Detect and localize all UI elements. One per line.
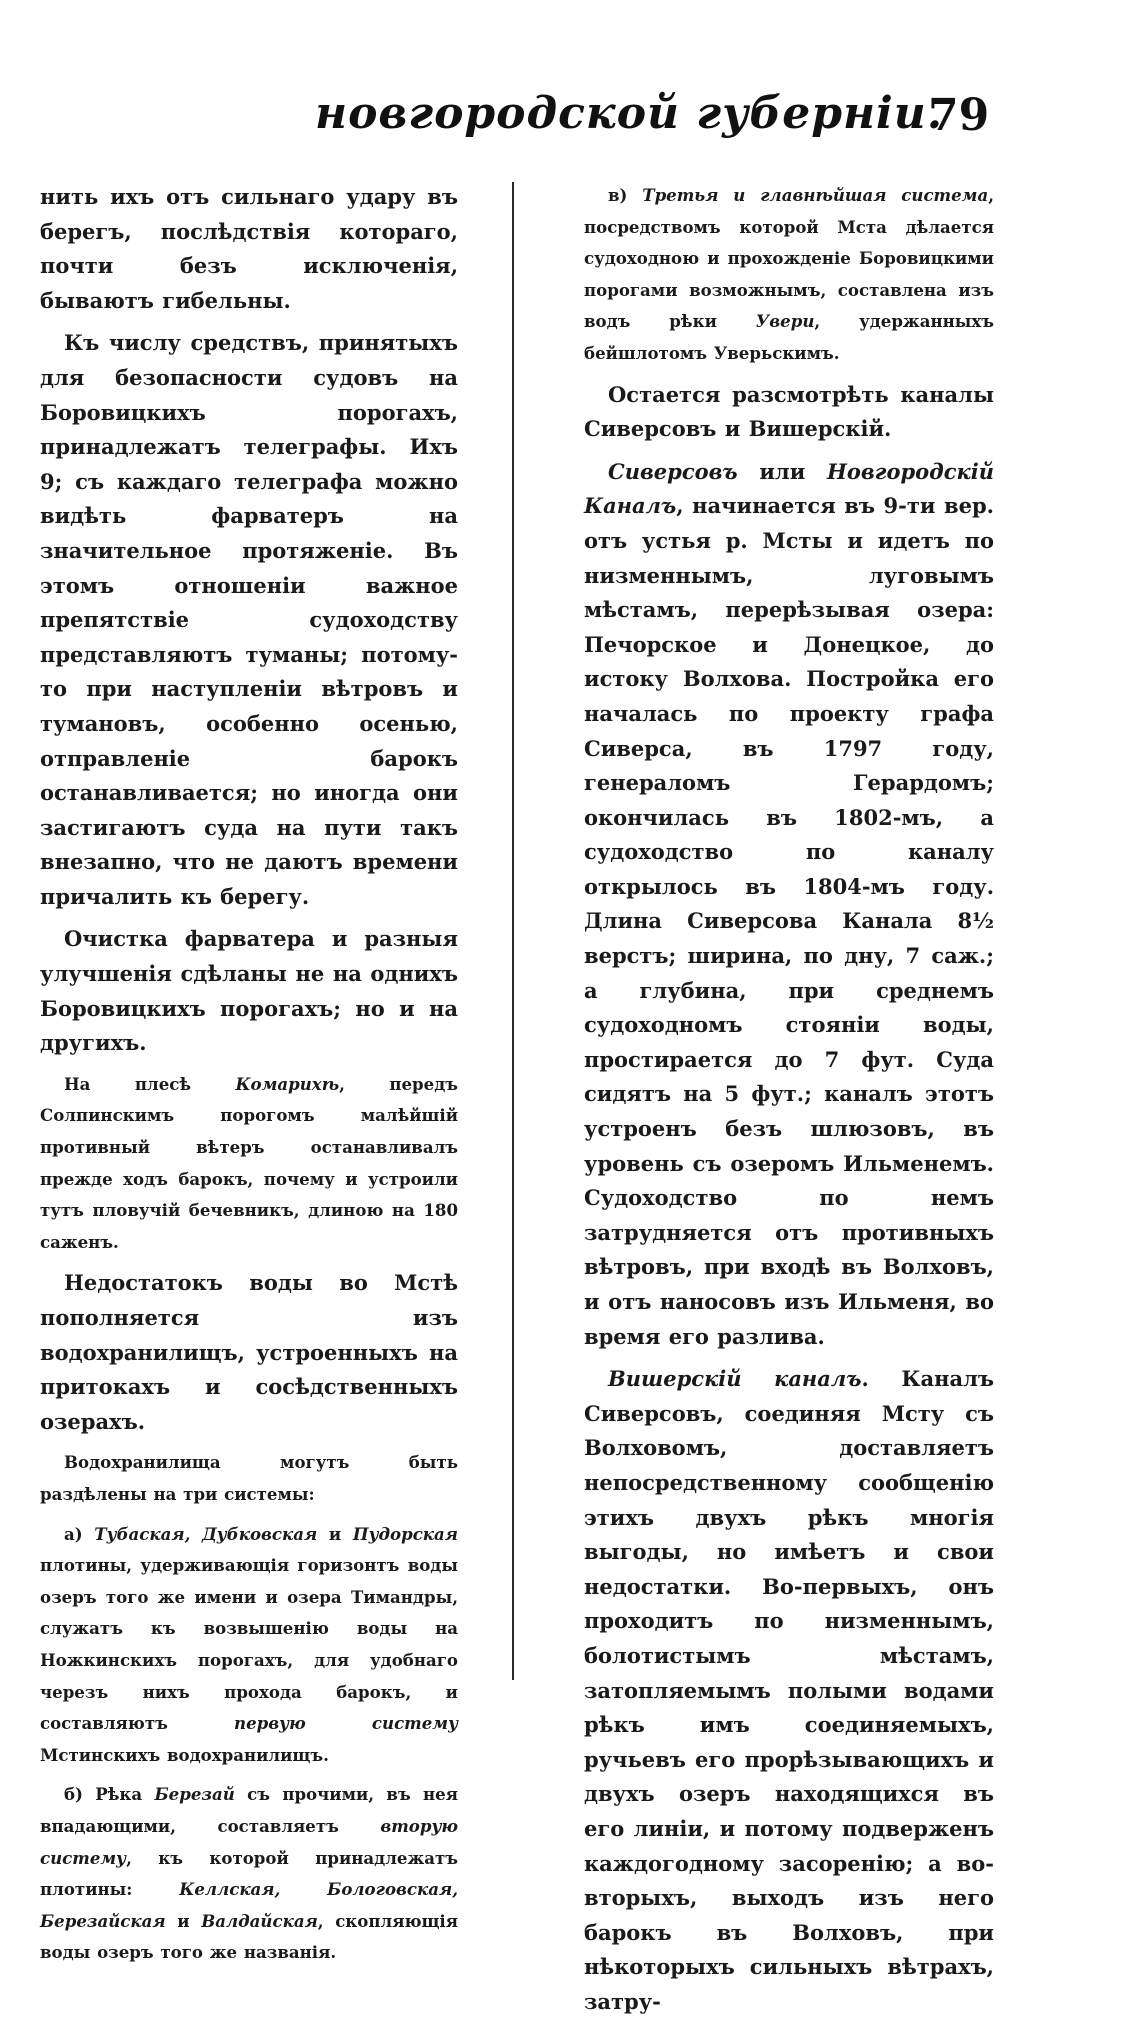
paragraph (40, 922, 458, 1060)
text-run: Къ числу средствъ, принятыхъ для безопасности судовъ на Боровицкихъ порогахъ, принадлежатъ телеграфы. Ихъ 9; съ каждаго телеграфа можно видѣть фарватеръ на значительное протяженіе. Въ этомъ отношеніи важное препятствіе судоходству представляютъ туманы; потому-то при наступленіи вѣтровъ и тумановъ, особенно осенью, отправленіе барокъ останавливается; но иногда они застигаютъ суда на пути такъ внезапно, что не даютъ времени причалить къ берегу. (40, 330, 458, 909)
paragraph (584, 455, 994, 1354)
italic-text: Третья и главнѣйшая система (642, 185, 989, 205)
italic-text: Новгородскій Каналъ (584, 458, 994, 519)
italic-text: Увери (755, 311, 815, 332)
italic-text: Вишерскій каналъ (608, 1366, 862, 1392)
paragraph (584, 378, 994, 447)
text-run: На плесѣ (64, 1073, 236, 1094)
text-run: в) (608, 185, 643, 205)
italic-text: Сиверсовъ (608, 458, 738, 484)
text-run: Очистка фарватера и разныя улучшенія сдѣланы не на однихъ Боровицкихъ порогахъ; но и на другихъ. (40, 926, 458, 1056)
text-run: Недостатокъ воды во Мстѣ пополняется изъ водохранилищъ, устроенныхъ на притокахъ и сосѣдственныхъ озерахъ. (40, 1270, 458, 1434)
italic-text: Пудорская (352, 1523, 458, 1544)
paragraph (40, 1069, 458, 1259)
text-run: . Каналъ Сиверсовъ, соединяя Мсту съ Волховомъ, доставляетъ непосредственному сообщенію этихъ двухъ рѣкъ многія выгоды, но имѣетъ и свои недостатки. Во-первыхъ, онъ проходитъ по низменнымъ, болотистымъ мѣстамъ, затопляемымъ полыми водами рѣкъ имъ соединяемыхъ, ручьевъ его прорѣзывающихъ и двухъ озеръ находящихся въ его линіи, и потому подверженъ каждогодному засоренію; а во-вторыхъ, выходъ изъ него барокъ въ Волховъ, при нѣкоторыхъ сильныхъ вѣтрахъ, затру- (584, 1366, 994, 2014)
paragraph (40, 326, 458, 914)
paragraph (40, 1519, 458, 1772)
page-number: 79 (928, 90, 990, 141)
italic-text: Келлская, Бологовская, Березайская (40, 1879, 458, 1931)
running-header: новгородской губерніи. (315, 88, 944, 139)
italic-text: Березай (154, 1784, 235, 1805)
text-run: , посредствомъ которой Мста дѣлается судоходною и прохожденіе Боровицкими порогами возможнымъ, составлена изъ водъ рѣки (584, 185, 994, 332)
text-run: Водохранилища могутъ быть раздѣлены на три системы: (40, 1452, 458, 1504)
text-run: Остается разсмотрѣть каналы Сиверсовъ и Вишерскій. (584, 381, 994, 442)
text-run: , начинается въ 9-ти вер. отъ устья р. Мсты и идетъ по низменнымъ, луговымъ мѣстамъ, перерѣзывая озера: Печорское и Донецкое, до истоку Волхова. Постройка его началась по проекту графа Сиверса, въ 1797 году, генераломъ Герардомъ; окончилась въ 1802-мъ, а судоходство по каналу открылось въ 1804-мъ году. Длина Сиверсова Канала 8½ верстъ; ширина, по дну, 7 саж.; а глубина, при среднемъ судоходномъ стояніи воды, простирается до 7 фут. Суда сидятъ на 5 фут.; каналъ этотъ устроенъ безъ шлюзовъ, въ уровень съ озеромъ Ильменемъ. Судоходство по немъ затрудняется отъ противныхъ вѣтровъ, при входѣ въ Волховъ, и отъ наносовъ изъ Ильменя, во время его разлива. (584, 493, 994, 1349)
text-run: Мстинскихъ водохранилищъ. (40, 1744, 329, 1765)
text-run: б) Рѣка (64, 1784, 155, 1805)
text-run: , къ которой принадлежатъ плотины: (40, 1847, 458, 1900)
paragraph (40, 1447, 458, 1510)
text-run: и (165, 1910, 202, 1931)
italic-text: Комарихѣ (235, 1073, 340, 1094)
paragraph (40, 1266, 458, 1439)
italic-text: вторую систему (40, 1815, 458, 1868)
text-run: нить ихъ отъ сильнаго удару въ берегъ, послѣдствія котораго, почти безъ исключенія, бываютъ гибельны. (40, 184, 458, 313)
italic-text: Тубаская, Дубковская (94, 1523, 318, 1544)
text-run: плотины, удерживающія горизонтъ воды озеръ того же имени и озера Тимандры, служатъ къ возвышенію воды на Ножкинскихъ порогахъ, для удобнаго черезъ нихъ прохода барокъ, и составляютъ (40, 1555, 458, 1734)
text-run: и (317, 1523, 353, 1544)
column-divider (512, 182, 514, 1680)
italic-text: Валдайская (201, 1910, 318, 1931)
text-run: , передъ Солпинскимъ порогомъ малѣйшій противный вѣтеръ останавливалъ прежде ходъ барокъ, почему и устроили тутъ пловучій бечевникъ, длиною на 180 саженъ. (40, 1073, 458, 1252)
text-run: съ прочими, въ нея впадающими, составляетъ (40, 1784, 458, 1836)
left-column (40, 180, 458, 1969)
text-run: , удержанныхъ бейшлотомъ Уверьскимъ. (584, 311, 994, 363)
text-run: , скопляющія воды озеръ того же названія. (40, 1910, 458, 1963)
paragraph (584, 1362, 994, 2019)
paragraph (40, 1779, 458, 1969)
text-run: а) (64, 1523, 95, 1544)
right-column (584, 180, 994, 2019)
paragraph (584, 180, 994, 370)
text-run: или (737, 458, 827, 484)
italic-text: первую систему (234, 1713, 458, 1734)
paragraph (40, 180, 458, 318)
